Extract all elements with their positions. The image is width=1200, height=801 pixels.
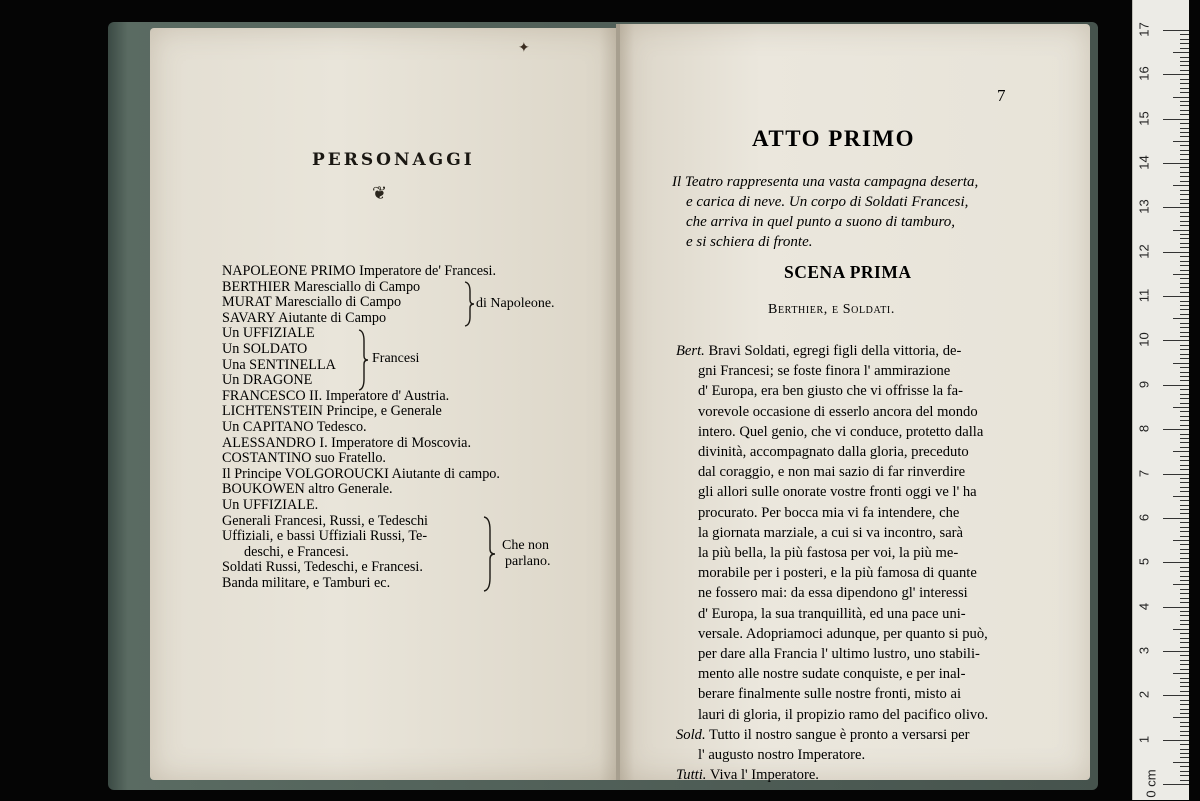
ruler-tick	[1180, 283, 1189, 284]
ruler-tick	[1173, 230, 1189, 231]
ruler-tick	[1180, 256, 1189, 257]
cast-line: Banda militare, e Tamburi ec.	[222, 574, 391, 591]
ruler-tick	[1180, 642, 1189, 643]
ruler-tick	[1180, 199, 1189, 200]
ruler-tick	[1180, 110, 1189, 111]
cast-line: SAVARY Aiutante di Campo	[222, 309, 387, 326]
cast-line: Il Principe VOLGOROUCKI Aiutante di campo.	[222, 465, 500, 482]
ruler-tick	[1180, 394, 1189, 395]
ruler-tick	[1180, 513, 1189, 514]
ruler-tick	[1180, 336, 1189, 337]
ruler-tick	[1180, 558, 1189, 559]
cast-line: Un UFFIZIALE.	[222, 496, 319, 513]
ruler-tick	[1180, 132, 1189, 133]
ruler-tick	[1180, 766, 1189, 767]
cast-line: Un UFFIZIALE	[222, 325, 315, 342]
ruler-tick	[1180, 780, 1189, 781]
ruler-tick	[1173, 451, 1189, 452]
ruler-tick	[1180, 145, 1189, 146]
stage-line: e si schiera di fronte.	[686, 234, 813, 250]
dialogue-line: la giornata marziale, a cui si va incontro, sarà	[698, 524, 964, 541]
ruler-tick	[1180, 136, 1189, 137]
cast-line: Un DRAGONE	[222, 372, 313, 389]
ruler-tick	[1180, 593, 1189, 594]
ruler-tick	[1180, 278, 1189, 279]
ruler-tick	[1180, 79, 1189, 80]
ruler-tick	[1180, 234, 1189, 235]
ruler-number: 3	[1136, 646, 1152, 655]
ruler-tick	[1180, 190, 1189, 191]
dialogue-line: divinità, accompagnato dalla gloria, preceduto	[698, 444, 969, 461]
ruler-tick	[1163, 651, 1189, 652]
ruler-tick	[1180, 775, 1189, 776]
ruler-tick	[1180, 65, 1189, 66]
ruler-tick	[1180, 549, 1189, 550]
ruler-tick	[1180, 509, 1189, 510]
ruler-number: 7	[1136, 469, 1152, 477]
ruler-tick	[1163, 74, 1189, 75]
ruler-tick	[1180, 753, 1189, 754]
ruler-tick	[1180, 70, 1189, 71]
dialogue-line: d' Europa, la sua tranquillità, ed una pace uni-	[698, 605, 966, 622]
group-label-che-non: Che non	[502, 538, 550, 553]
cast-line: MURAT Maresciallo di Campo	[222, 294, 402, 311]
ruler-tick	[1180, 354, 1189, 355]
dialogue-line: vorevole occasione di esserlo ancora del mondo	[698, 403, 978, 420]
ruler-tick	[1180, 88, 1189, 89]
ruler-tick	[1173, 629, 1189, 630]
cast-line: deschi, e Francesi.	[244, 543, 349, 560]
cast-line: COSTANTINO suo Fratello.	[222, 450, 386, 467]
ruler-tick	[1173, 717, 1189, 718]
ruler-number: 8	[1136, 425, 1152, 433]
ruler-tick	[1173, 274, 1189, 275]
ornament-icon: ❦	[372, 183, 388, 203]
ruler-tick	[1180, 567, 1189, 568]
ruler-tick	[1180, 722, 1189, 723]
ruler-tick	[1173, 141, 1189, 142]
ruler-tick	[1180, 434, 1189, 435]
ruler-tick	[1180, 491, 1189, 492]
speaker: Tutti.	[676, 767, 707, 784]
ruler-number: 10	[1136, 332, 1152, 348]
page-number: 7	[997, 86, 1006, 105]
ruler-tick	[1180, 700, 1189, 701]
ruler-tick	[1163, 340, 1189, 341]
ruler-tick	[1180, 261, 1189, 262]
ruler-tick	[1180, 465, 1189, 466]
cast-line: Un CAPITANO Tedesco.	[222, 418, 367, 435]
ruler-tick	[1180, 270, 1189, 271]
ruler-number: 12	[1136, 244, 1152, 259]
ruler-tick	[1180, 456, 1189, 457]
ruler-tick	[1180, 500, 1189, 501]
brace-icon	[356, 329, 370, 391]
page-mark: ✦	[518, 41, 530, 56]
ruler-tick	[1180, 704, 1189, 705]
ruler-number: 11	[1136, 288, 1152, 303]
ruler-tick	[1163, 695, 1189, 696]
ruler-tick	[1180, 660, 1189, 661]
cast-line: NAPOLEONE PRIMO Imperatore de' Francesi.	[222, 263, 497, 279]
ruler-number: 0 cm	[1143, 769, 1159, 798]
ruler-number: 5	[1136, 558, 1152, 566]
scene-persons: Berthier, e Soldati.	[768, 302, 895, 317]
ruler-tick	[1180, 389, 1189, 390]
ruler-tick	[1163, 740, 1189, 741]
ruler-tick	[1180, 314, 1189, 315]
ruler-tick	[1180, 611, 1189, 612]
dialogue-line: morabile per i posteri, e la più famosa di quante	[698, 565, 977, 582]
ruler-tick	[1163, 30, 1189, 31]
group-label-parlano: parlano.	[505, 554, 551, 569]
ruler-tick	[1180, 345, 1189, 346]
ruler-tick	[1180, 43, 1189, 44]
ruler-tick	[1180, 478, 1189, 479]
ruler-tick	[1180, 105, 1189, 106]
ruler-number: 6	[1136, 513, 1152, 521]
ruler-tick	[1180, 576, 1189, 577]
ruler-number: 17	[1136, 22, 1152, 37]
ruler-tick	[1180, 181, 1189, 182]
ruler-tick	[1180, 447, 1189, 448]
dialogue-line: per dare alla Francia l' ultimo lustro, uno stabili-	[698, 646, 980, 663]
ruler-tick	[1180, 83, 1189, 84]
ruler-tick	[1180, 92, 1189, 93]
ruler-tick	[1180, 749, 1189, 750]
ruler-tick	[1180, 398, 1189, 399]
ruler-tick	[1180, 327, 1189, 328]
ruler-tick	[1180, 265, 1189, 266]
ruler-tick	[1180, 376, 1189, 377]
ruler-tick	[1180, 664, 1189, 665]
cast-line: Generali Francesi, Russi, e Tedeschi	[222, 512, 428, 529]
dialogue-line: l' augusto nostro Imperatore.	[698, 747, 866, 764]
ruler-tick	[1163, 385, 1189, 386]
cast-line: BOUKOWEN altro Generale.	[222, 481, 393, 498]
ruler-number: 1	[1136, 735, 1152, 743]
ruler-tick	[1180, 216, 1189, 217]
ruler-tick	[1173, 52, 1189, 53]
act-title: ATTO PRIMO	[752, 126, 916, 151]
ruler-tick	[1163, 607, 1189, 608]
ruler-tick	[1180, 225, 1189, 226]
ruler-tick	[1180, 380, 1189, 381]
ruler-tick	[1180, 367, 1189, 368]
ruler-tick	[1180, 34, 1189, 35]
ruler-tick	[1163, 163, 1189, 164]
ruler-tick	[1180, 731, 1189, 732]
ruler-tick	[1180, 709, 1189, 710]
ruler-tick	[1173, 407, 1189, 408]
ruler-tick	[1180, 114, 1189, 115]
ruler-tick	[1163, 474, 1189, 475]
ruler-tick	[1163, 562, 1189, 563]
ruler-tick	[1180, 624, 1189, 625]
cast-line: LICHTENSTEIN Principe, e Generale	[222, 403, 442, 420]
ruler-tick	[1180, 57, 1189, 58]
ruler-number: 2	[1136, 691, 1152, 699]
ruler-tick	[1180, 522, 1189, 523]
ruler-tick	[1163, 252, 1189, 253]
ruler-number: 13	[1136, 199, 1152, 215]
stage-line: che arriva in quel punto a suono di tamburo,	[686, 214, 956, 230]
ruler-tick	[1180, 669, 1189, 670]
ruler-tick	[1173, 185, 1189, 186]
ruler-tick	[1180, 247, 1189, 248]
ruler-tick	[1180, 309, 1189, 310]
ruler-tick	[1180, 101, 1189, 102]
ruler-tick	[1180, 425, 1189, 426]
ruler-tick	[1180, 194, 1189, 195]
ruler-tick	[1180, 221, 1189, 222]
group-label-napoleone: di Napoleone.	[476, 296, 555, 311]
speaker: Sold.	[676, 726, 706, 743]
ruler-tick	[1173, 540, 1189, 541]
ruler-tick	[1180, 589, 1189, 590]
ruler-tick	[1180, 487, 1189, 488]
ruler-tick	[1180, 602, 1189, 603]
group-label-francesi: Francesi	[372, 351, 420, 366]
ruler-tick	[1163, 207, 1189, 208]
ruler-number: 16	[1136, 66, 1152, 82]
ruler-tick	[1180, 438, 1189, 439]
cast-line: Soldati Russi, Tedeschi, e Francesi.	[222, 559, 423, 576]
ruler-tick	[1180, 469, 1189, 470]
ruler-tick	[1180, 655, 1189, 656]
brace-icon	[462, 281, 476, 327]
ruler-tick	[1163, 429, 1189, 430]
ruler-tick	[1180, 212, 1189, 213]
ruler-tick	[1180, 323, 1189, 324]
ruler-tick	[1180, 203, 1189, 204]
ruler-tick	[1180, 682, 1189, 683]
ruler-tick	[1180, 536, 1189, 537]
dialogue-line: intero. Quel genio, che vi conduce, protetto dalla	[698, 423, 984, 440]
stage-line: e carica di neve. Un corpo di Soldati Francesi,	[686, 194, 969, 210]
dialogue-line: procurato. Per bocca mia vi fa intendere, che	[698, 504, 960, 521]
dialogue-line: versale. Adopriamoci adunque, per quanto si può,	[698, 625, 988, 642]
ruler-tick	[1180, 292, 1189, 293]
ruler-tick	[1180, 332, 1189, 333]
ruler-tick	[1173, 318, 1189, 319]
ruler-tick	[1180, 372, 1189, 373]
ruler-number: 4	[1136, 602, 1152, 610]
dialogue-line: d' Europa, era ben giusto che vi offrisse la fa-	[698, 383, 963, 400]
ruler-tick	[1173, 673, 1189, 674]
ruler-tick	[1180, 39, 1189, 40]
personaggi-heading: PERSONAGGI	[312, 150, 475, 170]
cast-line: Uffiziali, e bassi Uffiziali Russi, Te-	[222, 528, 428, 545]
ruler-tick	[1163, 296, 1189, 297]
ruler-tick	[1180, 305, 1189, 306]
dialogue-text	[676, 341, 1048, 785]
ruler-tick	[1180, 633, 1189, 634]
ruler-tick	[1180, 442, 1189, 443]
ruler-tick	[1180, 505, 1189, 506]
ruler-tick	[1180, 638, 1189, 639]
cast-line: ALESSANDRO I. Imperatore di Moscovia.	[222, 434, 472, 451]
ruler-tick	[1180, 647, 1189, 648]
cast-line: FRANCESCO II. Imperatore d' Austria.	[222, 387, 450, 404]
ruler-tick	[1180, 771, 1189, 772]
ruler-tick	[1180, 416, 1189, 417]
ruler-tick	[1180, 403, 1189, 404]
ruler-tick	[1180, 735, 1189, 736]
ruler-tick	[1180, 48, 1189, 49]
dialogue-line: Tutto il nostro sangue è pronto a versarsi per	[708, 726, 970, 743]
cast-line: Un SOLDATO	[222, 340, 308, 357]
brace-icon	[481, 516, 497, 592]
ruler-tick	[1173, 762, 1189, 763]
ruler-number: 14	[1136, 155, 1152, 170]
dialogue-line: lauri di gloria, il propizio ramo del pacifico olivo.	[698, 706, 989, 723]
ruler-tick	[1180, 744, 1189, 745]
ruler-tick	[1180, 172, 1189, 173]
ruler-tick	[1180, 615, 1189, 616]
dialogue-line: Viva l' Imperatore.	[709, 767, 819, 784]
ruler-tick	[1163, 119, 1189, 120]
ruler-tick	[1180, 691, 1189, 692]
stage-direction	[672, 172, 978, 252]
ruler-tick	[1180, 686, 1189, 687]
dialogue-line: Bravi Soldati, egregi figli della vittoria, de-	[708, 343, 962, 359]
ruler-tick	[1180, 460, 1189, 461]
ruler-tick	[1180, 713, 1189, 714]
ruler-tick	[1180, 159, 1189, 160]
ruler-tick	[1180, 544, 1189, 545]
ruler-tick	[1180, 123, 1189, 124]
ruler-tick	[1180, 726, 1189, 727]
dialogue-line: berare finalmente sulle nostre fronti, misto ai	[698, 686, 962, 703]
ruler-tick	[1173, 496, 1189, 497]
ruler-tick	[1180, 287, 1189, 288]
ruler-tick	[1180, 128, 1189, 129]
ruler-tick	[1180, 61, 1189, 62]
ruler-tick	[1163, 518, 1189, 519]
ruler-tick	[1180, 349, 1189, 350]
dialogue-line: gli allori sulle onorate vostre fronti oggi ve l' ha	[698, 484, 977, 501]
ruler-tick	[1180, 571, 1189, 572]
scene-title: SCENA PRIMA	[784, 262, 912, 282]
ruler-tick	[1180, 167, 1189, 168]
speaker: Bert.	[676, 343, 705, 359]
dialogue-line: ne fossero mai: da essa dipendono gl' interessi	[698, 585, 968, 602]
dialogue-line: la più bella, la più fastosa per voi, la più me-	[698, 545, 959, 562]
ruler-tick	[1180, 620, 1189, 621]
ruler-tick	[1180, 531, 1189, 532]
ruler-tick	[1180, 527, 1189, 528]
cast-list	[222, 264, 500, 591]
ruler-tick	[1173, 584, 1189, 585]
ruler-tick	[1173, 363, 1189, 364]
ruler-tick	[1180, 678, 1189, 679]
dialogue-line: dal coraggio, e non mai sazio di far rinverdire	[698, 464, 966, 481]
dialogue-line: mento alle nostre sudate conquiste, e per inal-	[698, 666, 966, 683]
ruler-tick	[1180, 238, 1189, 239]
stage-line: Il Teatro rappresenta una vasta campagna deserta,	[672, 174, 979, 190]
ruler-tick	[1180, 482, 1189, 483]
ruler-tick	[1163, 784, 1189, 785]
ruler-number: 9	[1136, 380, 1152, 388]
ruler-tick	[1180, 154, 1189, 155]
cast-line: Una SENTINELLA	[222, 356, 336, 373]
ruler-number: 15	[1136, 110, 1152, 126]
dialogue-line: gni Francesi; se foste finora l' ammirazione	[698, 363, 951, 380]
ruler-tick	[1180, 553, 1189, 554]
ruler-tick	[1180, 176, 1189, 177]
ruler-tick	[1173, 97, 1189, 98]
ruler-tick	[1180, 757, 1189, 758]
ruler-tick	[1180, 243, 1189, 244]
ruler-tick	[1180, 358, 1189, 359]
ruler-tick	[1180, 580, 1189, 581]
ruler-tick	[1180, 411, 1189, 412]
ruler-tick	[1180, 301, 1189, 302]
ruler-tick	[1180, 420, 1189, 421]
ruler-tick	[1180, 598, 1189, 599]
ruler-tick	[1180, 150, 1189, 151]
cast-line: BERTHIER Maresciallo di Campo	[222, 278, 421, 295]
